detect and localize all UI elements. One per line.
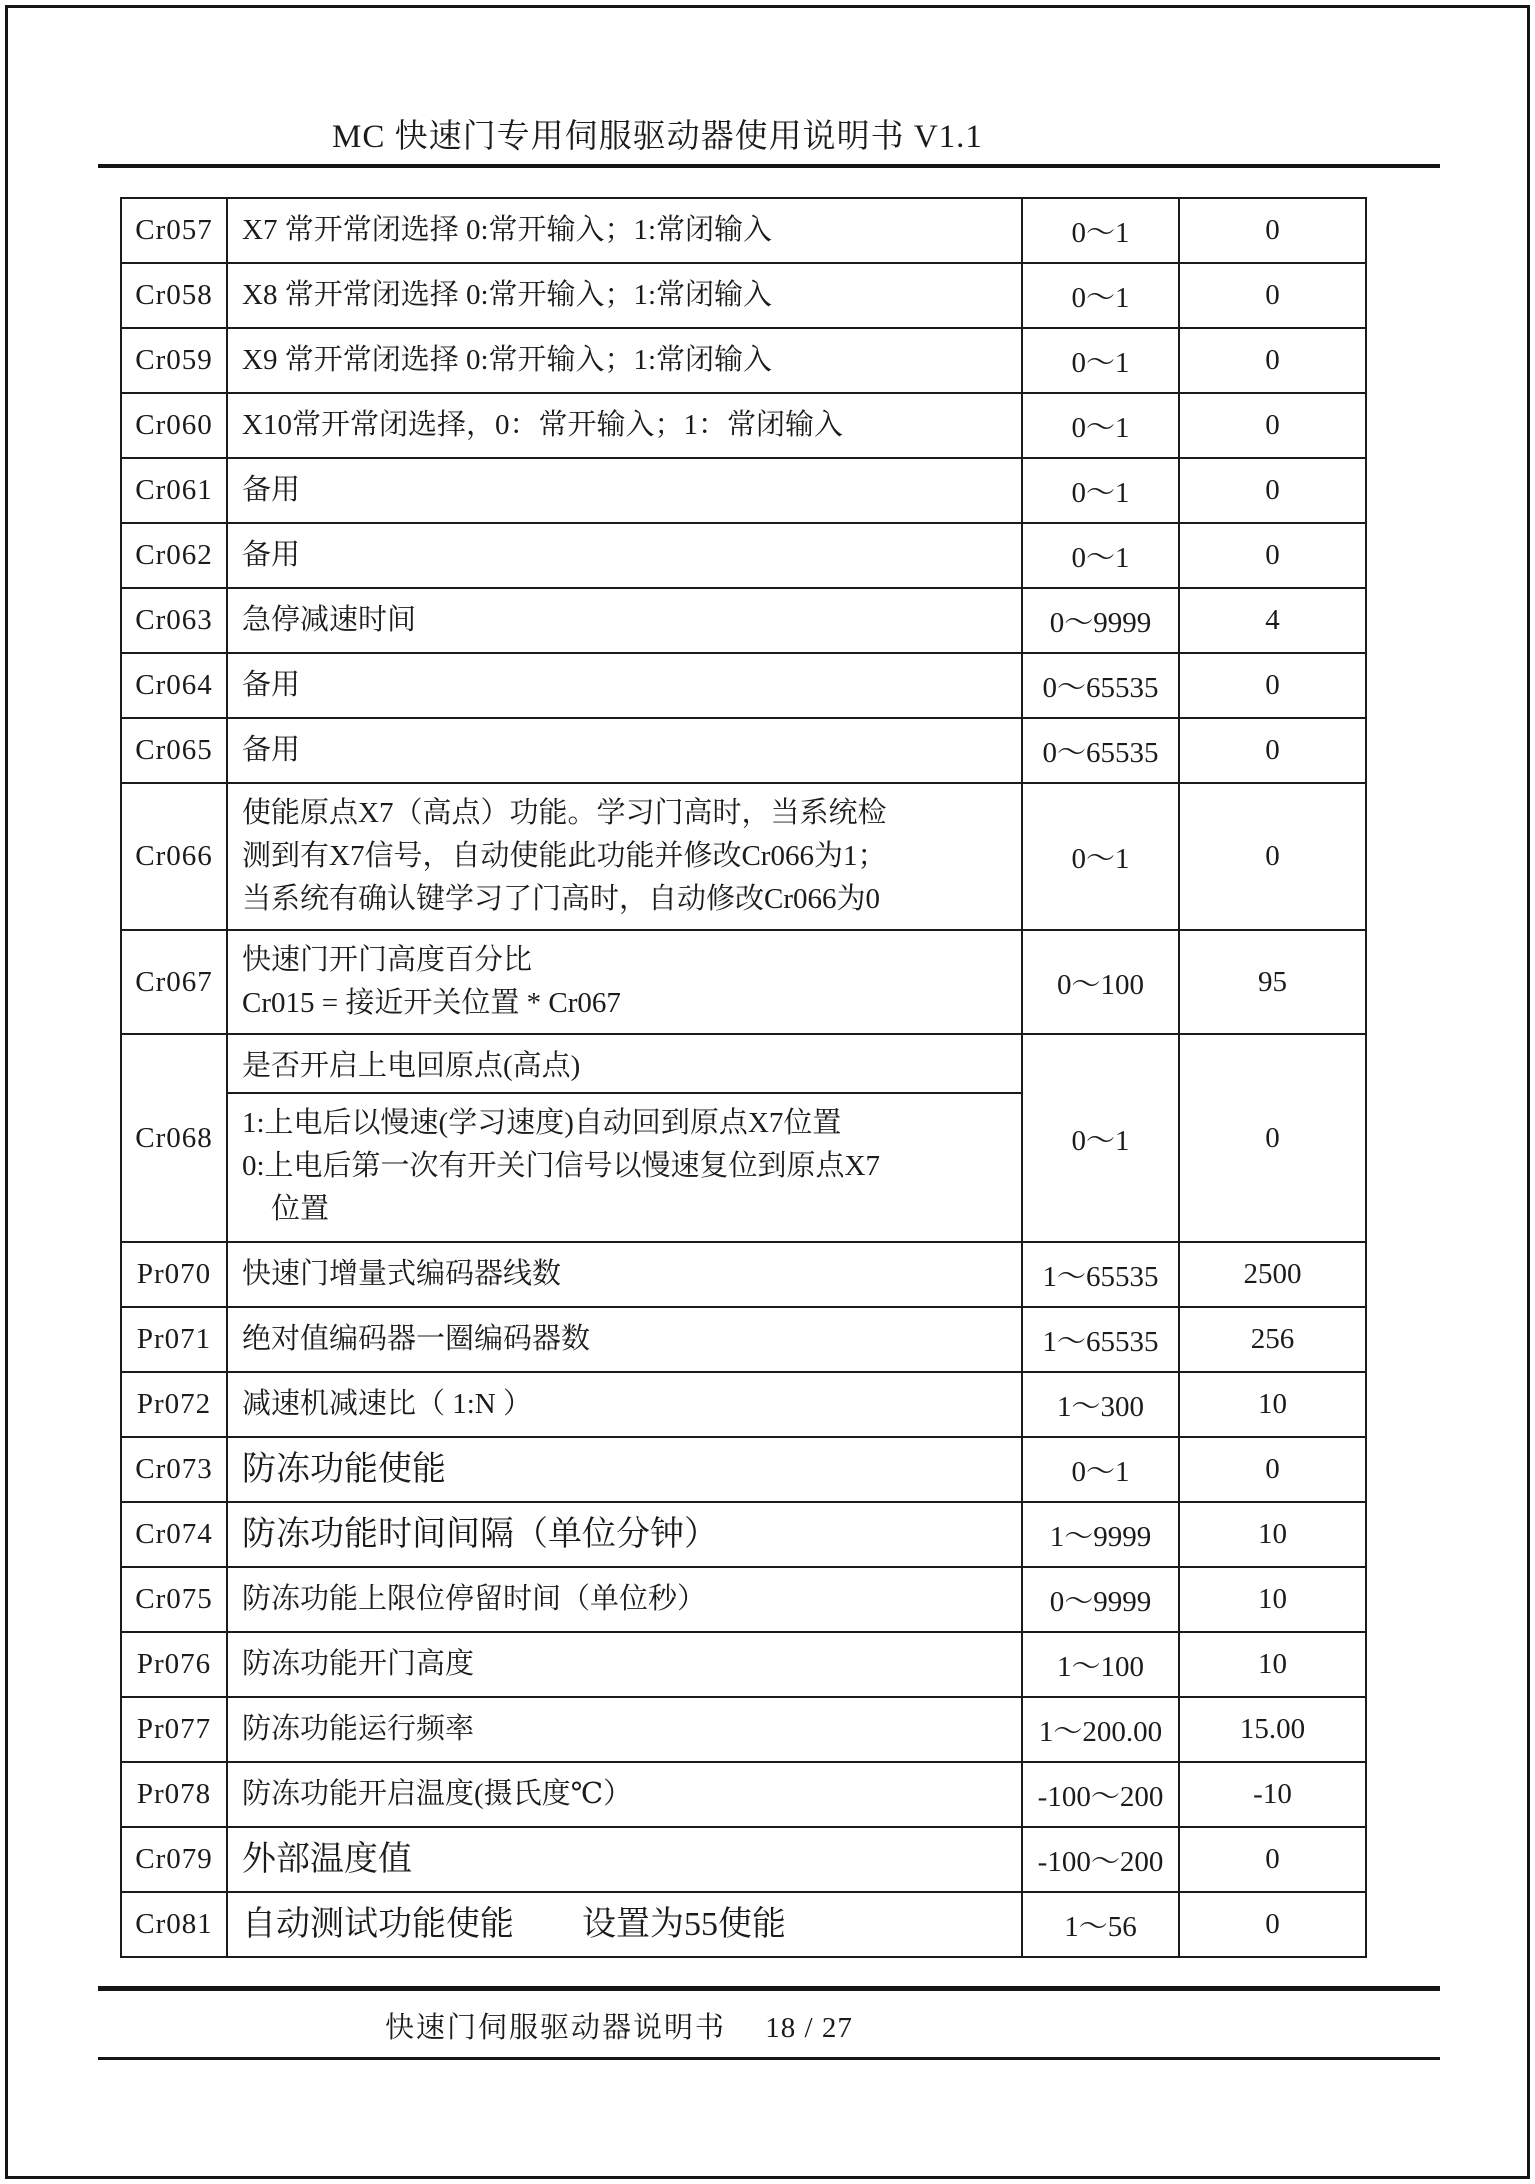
param-code-cell: Cr065 [135, 734, 213, 766]
param-code-cell: Cr058 [135, 279, 213, 311]
param-range-cell: 1～300 [1021, 1373, 1178, 1436]
param-code-cell: Cr068 [135, 1121, 213, 1154]
param-desc-cell [226, 1373, 1021, 1436]
param-code-cell: Pr070 [136, 1258, 212, 1290]
param-default-cell: 0 [1178, 1438, 1365, 1501]
param-code-cell: Cr061 [135, 474, 213, 506]
desc-line: 自动测试功能使能 设置为55使能 [242, 1906, 786, 1943]
desc-line: 0:上电后第一次有开关门信号以慢速复位到原点X7 [242, 1150, 881, 1182]
param-desc-cell [226, 1763, 1021, 1826]
param-default-cell: 0 [1178, 264, 1365, 327]
param-code-cell: Cr063 [135, 604, 213, 636]
desc-line: Cr015 = 接近开关位置 * Cr067 [242, 987, 621, 1019]
param-range-cell: 0～1 [1021, 1035, 1178, 1241]
table-row [122, 262, 1365, 327]
table-row [122, 929, 1365, 1033]
desc-line: 1:上电后以慢速(学习速度)自动回到原点X7位置 [242, 1107, 842, 1139]
param-range-cell: 0～65535 [1021, 654, 1178, 717]
desc-line: 外部温度值 [242, 1841, 412, 1878]
param-code-cell: Pr071 [136, 1323, 212, 1355]
desc-line: 急停减速时间 [242, 604, 417, 636]
desc-line: 防冻功能开门高度 [242, 1648, 475, 1680]
param-code-cell: Cr074 [135, 1518, 213, 1550]
desc-line: X7 常开常闭选择 0:常开输入；1:常闭输入 [242, 214, 773, 246]
param-range-cell: 0～1 [1021, 394, 1178, 457]
desc-line: 备用 [242, 734, 301, 766]
param-desc-cell [226, 1438, 1021, 1501]
param-default-cell: 10 [1178, 1503, 1365, 1566]
header-rule [98, 164, 1440, 168]
desc-line: 当系统有确认键学习了门高时，自动修改Cr066为0 [242, 883, 881, 915]
footer-doc-title: 快速门伺服驱动器说明书 [385, 2012, 727, 2044]
desc-line: 绝对值编码器一圈编码器数 [242, 1323, 591, 1355]
param-range-cell: 0～1 [1021, 1438, 1178, 1501]
param-range-cell: 0～65535 [1021, 719, 1178, 782]
param-code-cell: Pr077 [136, 1713, 212, 1745]
param-range-cell: 0～1 [1021, 199, 1178, 262]
param-default-cell: -10 [1178, 1763, 1365, 1826]
desc-line: 快速门开门高度百分比 [242, 944, 533, 976]
param-desc-cell [226, 589, 1021, 652]
param-desc-cell [226, 931, 1021, 1033]
param-range-cell: -100～200 [1021, 1763, 1178, 1826]
param-range-cell: 1～65535 [1021, 1243, 1178, 1306]
param-code-cell: Pr072 [136, 1388, 212, 1420]
param-range-cell: 0～1 [1021, 784, 1178, 929]
param-code-cell: Cr075 [135, 1583, 213, 1615]
param-code-cell: Cr064 [135, 669, 213, 701]
table-row [122, 717, 1365, 782]
param-desc-cell [226, 1893, 1021, 1956]
param-desc-cell [226, 1568, 1021, 1631]
table-row [122, 1436, 1365, 1501]
param-range-cell: 1～65535 [1021, 1308, 1178, 1371]
table-row [122, 1826, 1365, 1891]
param-default-cell: 0 [1178, 1035, 1365, 1241]
table-row [122, 327, 1365, 392]
table-row [122, 1891, 1365, 1956]
page-title: MC 快速门专用伺服驱动器使用说明书 V1.1 [332, 119, 983, 155]
footer-rule-top [98, 1986, 1440, 1991]
param-default-cell: 95 [1178, 931, 1365, 1033]
param-default-cell: 10 [1178, 1568, 1365, 1631]
param-desc-cell [226, 524, 1021, 587]
desc-sub-row-bottom [228, 1094, 1021, 1241]
param-range-cell: 1～100 [1021, 1633, 1178, 1696]
param-range-cell: 0～1 [1021, 524, 1178, 587]
param-code-cell: Cr067 [135, 965, 213, 998]
desc-line: 使能原点X7（高点）功能。学习门高时，当系统检 [242, 797, 887, 829]
desc-line: X8 常开常闭选择 0:常开输入；1:常闭输入 [242, 279, 773, 311]
table-row [122, 1501, 1365, 1566]
param-default-cell: 0 [1178, 719, 1365, 782]
table-row [122, 392, 1365, 457]
param-default-cell: 15.00 [1178, 1698, 1365, 1761]
table-row [122, 199, 1365, 262]
table-row [122, 1306, 1365, 1371]
desc-sub-row-top: 是否开启上电回原点(高点) [228, 1035, 1021, 1094]
param-code-cell: Cr073 [135, 1453, 213, 1485]
table-row [122, 1033, 1365, 1241]
param-default-cell: 10 [1178, 1373, 1365, 1436]
table-row [122, 1241, 1365, 1306]
desc-line: 防冻功能使能 [242, 1451, 446, 1488]
param-code-cell: Cr066 [135, 840, 213, 872]
param-desc-cell [226, 1308, 1021, 1371]
desc-line: 防冻功能时间间隔（单位分钟） [242, 1516, 718, 1553]
param-code-cell: Pr078 [136, 1778, 212, 1810]
table-row [122, 1566, 1365, 1631]
table-row [122, 782, 1365, 929]
param-desc-cell [226, 459, 1021, 522]
param-default-cell: 0 [1178, 784, 1365, 929]
table-row [122, 587, 1365, 652]
param-code-cell: Cr060 [135, 409, 213, 441]
desc-line: 减速机减速比（ 1:N ） [242, 1388, 533, 1420]
param-range-cell: -100～200 [1021, 1828, 1178, 1891]
param-default-cell: 2500 [1178, 1243, 1365, 1306]
desc-line: 快速门增量式编码器线数 [242, 1258, 562, 1290]
desc-line: 位置 [242, 1193, 330, 1225]
param-desc-cell [226, 1633, 1021, 1696]
desc-line: 备用 [242, 474, 301, 506]
param-range-cell: 0～100 [1021, 931, 1178, 1033]
param-range-cell: 0～9999 [1021, 589, 1178, 652]
table-row [122, 1761, 1365, 1826]
param-default-cell: 0 [1178, 524, 1365, 587]
footer-page-number: 18 / 27 [765, 2012, 853, 2044]
param-range-cell: 0～1 [1021, 329, 1178, 392]
param-default-cell: 0 [1178, 394, 1365, 457]
param-range-cell: 1～56 [1021, 1893, 1178, 1956]
param-desc-cell [226, 264, 1021, 327]
param-desc-cell [226, 1503, 1021, 1566]
param-desc-cell [226, 199, 1021, 262]
param-range-cell: 0～1 [1021, 459, 1178, 522]
param-range-cell: 0～1 [1021, 264, 1178, 327]
param-code-cell: Cr062 [135, 539, 213, 571]
desc-line: 防冻功能运行频率 [242, 1713, 475, 1745]
desc-line: 备用 [242, 669, 301, 701]
param-default-cell: 4 [1178, 589, 1365, 652]
param-desc-cell [226, 784, 1021, 929]
param-desc-cell [226, 1035, 1021, 1241]
desc-line: X9 常开常闭选择 0:常开输入；1:常闭输入 [242, 344, 773, 376]
param-code-cell: Cr059 [135, 344, 213, 376]
table-row [122, 1696, 1365, 1761]
param-range-cell: 1～9999 [1021, 1503, 1178, 1566]
param-range-cell: 0～9999 [1021, 1568, 1178, 1631]
param-default-cell: 0 [1178, 654, 1365, 717]
param-default-cell: 0 [1178, 199, 1365, 262]
param-desc-cell [226, 329, 1021, 392]
param-default-cell: 0 [1178, 329, 1365, 392]
param-desc-cell [226, 719, 1021, 782]
table-row [122, 1371, 1365, 1436]
footer-rule-bottom [98, 2057, 1440, 2060]
table-row [122, 522, 1365, 587]
table-row [122, 1631, 1365, 1696]
table-row [122, 457, 1365, 522]
param-code-cell: Cr081 [135, 1908, 213, 1940]
param-default-cell: 0 [1178, 1828, 1365, 1891]
param-desc-cell [226, 1828, 1021, 1891]
desc-line: 防冻功能上限位停留时间（单位秒） [242, 1583, 707, 1615]
param-default-cell: 10 [1178, 1633, 1365, 1696]
param-desc-cell [226, 654, 1021, 717]
desc-line: 备用 [242, 539, 301, 571]
param-default-cell: 0 [1178, 459, 1365, 522]
desc-line: 防冻功能开启温度(摄氏度℃） [242, 1778, 633, 1810]
param-code-cell: Cr079 [135, 1843, 213, 1875]
page-footer [385, 2010, 853, 2046]
param-desc-cell [226, 394, 1021, 457]
table-row [122, 652, 1365, 717]
param-desc-cell [226, 1698, 1021, 1761]
param-code-cell: Cr057 [135, 214, 213, 246]
param-desc-cell [226, 1243, 1021, 1306]
param-default-cell: 0 [1178, 1893, 1365, 1956]
param-range-cell: 1～200.00 [1021, 1698, 1178, 1761]
param-default-cell: 256 [1178, 1308, 1365, 1371]
param-code-cell: Pr076 [136, 1648, 212, 1680]
desc-line: 测到有X7信号，自动使能此功能并修改Cr066为1； [242, 840, 887, 872]
desc-line: X10常开常闭选择，0：常开输入；1：常闭输入 [242, 409, 843, 441]
parameter-table [120, 197, 1367, 1958]
